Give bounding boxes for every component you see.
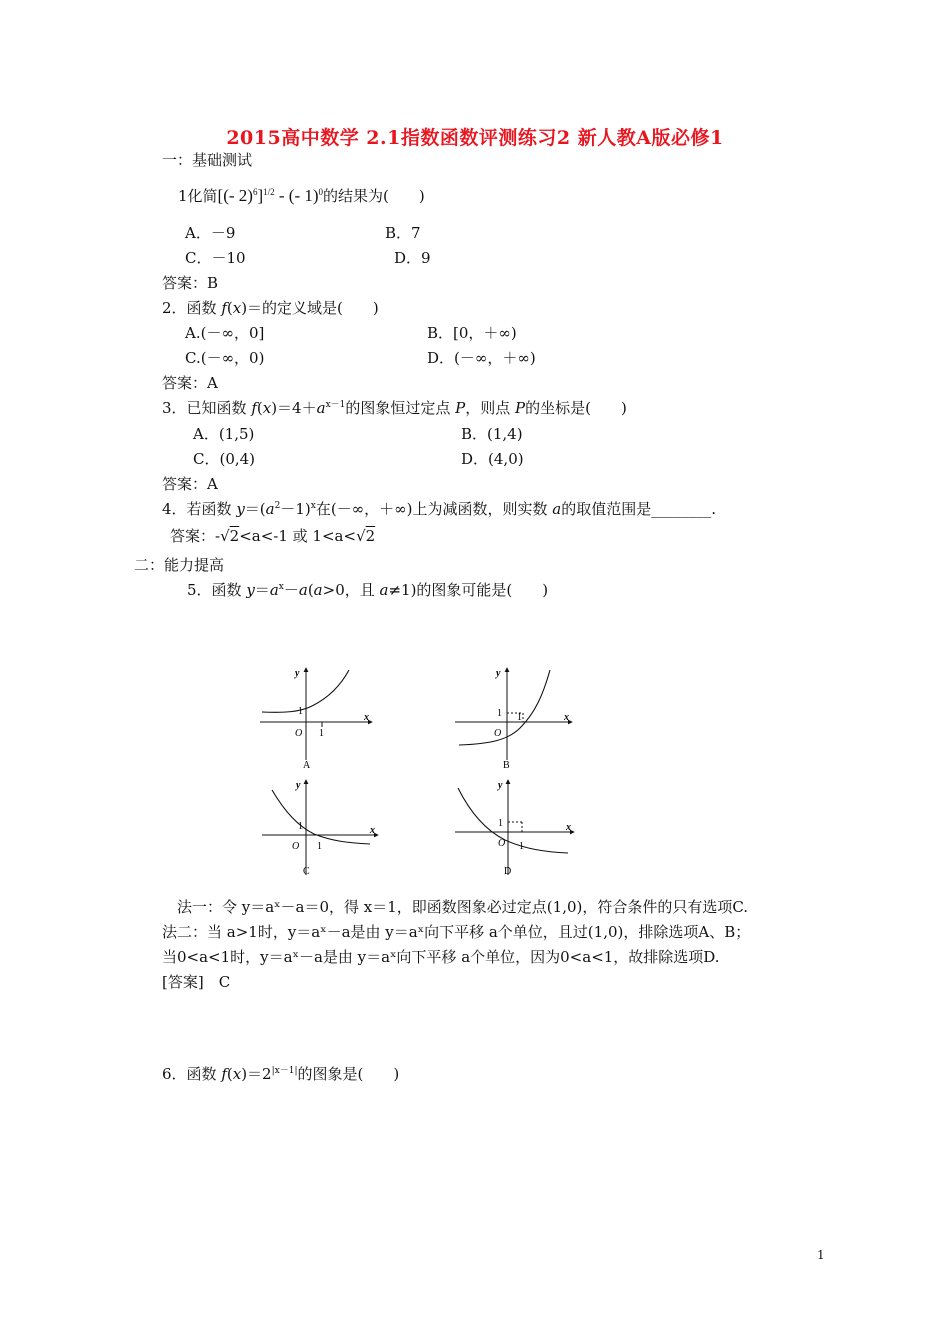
- graph-a-caption: A: [303, 760, 311, 771]
- q5-solution-method-2-cont: 当0<a<1时，y＝aˣ－a是由 y＝aˣ向下平移 a个单位，因为0<a<1，故排除选项D.: [162, 948, 720, 966]
- graph-d: [455, 780, 574, 877]
- graph-d-origin: O: [498, 838, 506, 849]
- q3-option-b: B．(1,4): [461, 425, 523, 443]
- graph-d-tick-label: 1: [519, 841, 524, 852]
- graph-b-one-label: 1: [497, 708, 502, 719]
- section-advanced: 二：能力提高: [134, 556, 225, 574]
- q5-answer: [答案] C: [162, 973, 231, 991]
- graph-d-caption: D: [504, 866, 512, 877]
- graph-a-x-label: x: [364, 712, 369, 723]
- sqrt-symbol: √: [356, 527, 366, 545]
- q2-answer: 答案：A: [162, 374, 218, 392]
- graph-c-origin: O: [292, 841, 300, 852]
- graph-b-x-label: x: [564, 712, 569, 723]
- graph-c-x-label: x: [370, 825, 375, 836]
- q1-option-d: D．9: [394, 249, 431, 267]
- q2-option-d: D．(－∞，＋∞): [427, 349, 536, 367]
- q2-option-c: C.(－∞，0): [185, 349, 265, 367]
- question-6-stem: 6．函数 $f(x)=2^{|x-1|}$的图象是( ): [162, 1065, 400, 1083]
- graph-d-one-label: 1: [498, 818, 503, 829]
- graph-a-y-label: y: [295, 668, 300, 679]
- q3-option-d: D．(4,0): [461, 450, 524, 468]
- question-5-stem: 5．函数 $y=a^x-a(a>0$，且 a≠1)的图象可能是( ): [187, 581, 549, 599]
- graph-c-one-label: 1: [298, 821, 303, 832]
- graph-c-tick-label: 1: [317, 841, 322, 852]
- graph-c-y-label: y: [296, 780, 301, 791]
- q2-option-b: B．[0，＋∞): [427, 324, 517, 342]
- question-4-stem: 4．若函数 $y=(a^2-1)^x$在(－∞，＋∞)上为减函数，则实数 a的取值范围是________.: [162, 500, 717, 518]
- question-2-stem: 2．函数 f(x)＝的定义域是( ): [162, 299, 379, 317]
- graph-d-y-label: y: [498, 780, 503, 791]
- q1-option-a: A．－9: [185, 224, 236, 242]
- graph-a-tick-label: 1: [319, 728, 324, 739]
- graph-c-caption: C: [303, 866, 310, 877]
- graph-b-y-label: y: [496, 668, 501, 679]
- q3-option-a: A．(1,5): [193, 425, 255, 443]
- sqrt-symbol: √: [220, 527, 230, 545]
- question-3-stem: 3．已知函数 $f(x)=4+a^{x-1}$的图象恒过定点 P，则点 P的坐标是( ): [162, 399, 627, 417]
- section-basic-test: 一：基础测试: [162, 151, 253, 169]
- graph-b: [455, 668, 572, 771]
- q2-option-a: A.(－∞，0]: [185, 324, 265, 342]
- graph-a: [260, 668, 372, 771]
- q3-answer: 答案：A: [162, 475, 218, 493]
- q4-answer: 答案：-√2<a<-1 或 1<a<√2: [170, 527, 376, 545]
- q1-option-b: B．7: [385, 224, 421, 242]
- q5-solution-method-2: 法二：当 a>1时，y＝aˣ－a是由 y＝aˣ向下平移 a个单位，且过(1,0)，排除选项A、B；: [162, 923, 751, 941]
- graph-c: [262, 780, 378, 877]
- q5-solution-method-1: 法一：令 y＝aˣ－a＝0，得 x＝1，即函数图象必过定点(1,0)，符合条件的只有选项C.: [177, 898, 749, 916]
- graph-b-caption: B: [503, 760, 510, 771]
- graph-b-origin: O: [494, 728, 502, 739]
- q3-option-c: C．(0,4): [193, 450, 256, 468]
- q1-answer: 答案：B: [162, 274, 219, 292]
- graph-a-origin: O: [295, 728, 303, 739]
- q1-option-c: C．－10: [185, 249, 246, 267]
- page-number: 1: [817, 1248, 825, 1262]
- graph-a-one-label: 1: [298, 706, 303, 717]
- graph-b-tick-label: 1: [517, 712, 522, 723]
- question-1-stem: 1化简[(- 2)$^6$]$^{1/2}$ - (- 1)$^0$的结果为( ): [178, 186, 425, 205]
- graph-d-x-label: x: [566, 822, 571, 833]
- document-title: 2015高中数学 2.1指数函数评测练习2 新人教A版必修1: [226, 127, 724, 149]
